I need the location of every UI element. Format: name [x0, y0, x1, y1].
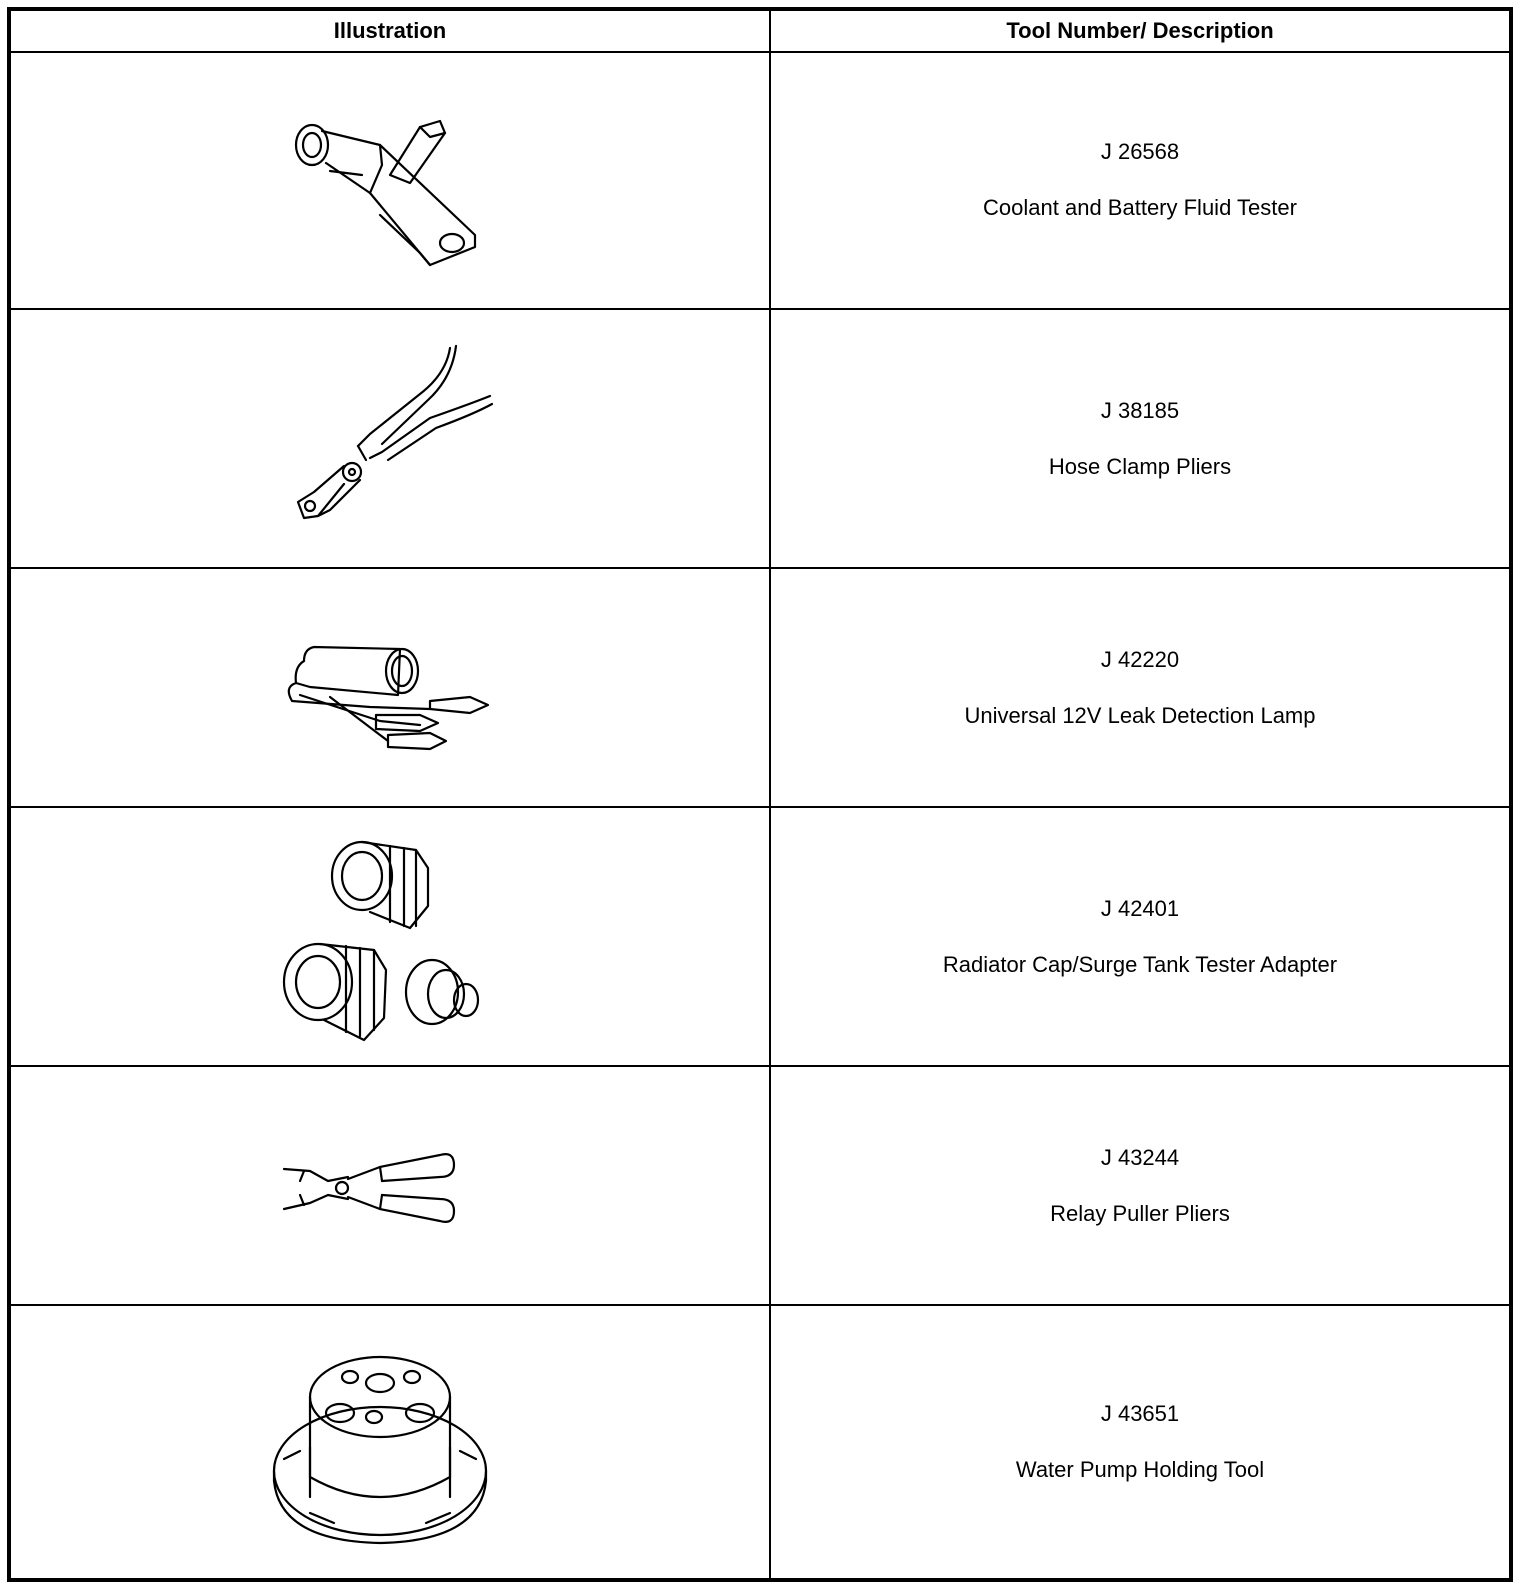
description-cell — [771, 51, 1509, 308]
description-cell — [771, 1067, 1509, 1304]
tool-number: J 38185 — [1100, 397, 1180, 423]
tool-number: J 26568 — [1100, 138, 1180, 164]
tool-number: J 43651 — [1100, 1401, 1180, 1426]
tool-number: J 42401 — [1100, 895, 1180, 921]
leak-detection-lamp-icon — [270, 583, 510, 793]
tool-description: Universal 12V Leak Detection Lamp — [964, 702, 1316, 728]
tool-description: Coolant and Battery Fluid Tester — [983, 194, 1297, 220]
description-cell — [771, 808, 1509, 1065]
tester-adapter-icon — [270, 832, 510, 1042]
tool-number: J 42220 — [1100, 646, 1180, 672]
table-row — [11, 1067, 1509, 1306]
tool-description: Relay Puller Pliers — [1050, 1200, 1230, 1226]
table-header — [11, 11, 1509, 53]
table-row — [11, 310, 1509, 569]
table-row — [11, 1306, 1509, 1578]
tool-description: Hose Clamp Pliers — [1048, 453, 1232, 479]
refractometer-icon — [270, 75, 510, 285]
tool-number: J 43244 — [1100, 1144, 1180, 1170]
table-row — [11, 51, 1509, 310]
water-pump-holding-tool-icon — [270, 1337, 510, 1547]
description-cell — [771, 569, 1509, 806]
illustration-column-header: Illustration — [333, 18, 447, 43]
tool-description: Water Pump Holding Tool — [1015, 1457, 1265, 1482]
relay-puller-pliers-icon — [270, 1081, 510, 1291]
tool-description: Radiator Cap/Surge Tank Tester Adapter — [942, 951, 1338, 977]
illustration-cell — [11, 569, 769, 806]
table-row — [11, 808, 1509, 1067]
special-tools-table — [7, 7, 1513, 1582]
description-column-header: Tool Number/ Description — [1006, 18, 1274, 43]
hose-clamp-pliers-icon — [270, 334, 510, 544]
illustration-cell — [11, 310, 769, 567]
illustration-cell — [11, 808, 769, 1065]
illustration-cell — [11, 51, 769, 308]
illustration-cell — [11, 1067, 769, 1304]
description-cell — [771, 310, 1509, 567]
table-row — [11, 569, 1509, 808]
description-cell — [771, 1306, 1509, 1578]
illustration-cell — [11, 1306, 769, 1578]
